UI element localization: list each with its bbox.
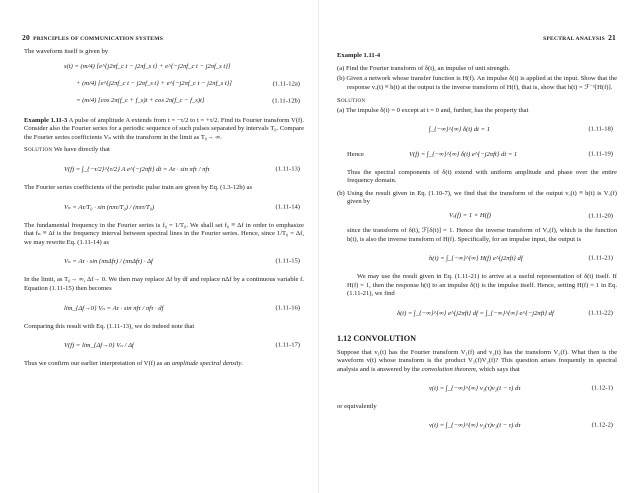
solution-intro — [24, 146, 304, 155]
equation-1-11-19 — [337, 144, 617, 166]
example-item-b: (b) Given a network whose transfer function is H(f). An impulse δ(t) is applied at the input. Show that the response vₒ(t) ≡ h(t) at the output is the inverse transform of H(f), that is, show that h(t) = ℱ⁻¹[H(f)]. — [337, 75, 617, 91]
limit-text: In the limit, as T₀→ ∞, Δf→ 0. We then may replace Δf by df and replace nΔf by a continuous variable f. Equation (1.11-15) then becomes — [24, 276, 304, 292]
closing-pre: Thus we confirm our earlier interpretation of V(f) as an — [24, 360, 171, 368]
equation-1-11-16 — [24, 298, 304, 320]
closing-post: . — [241, 360, 244, 368]
equation-1-11-17 — [24, 335, 304, 357]
uniform-spectrum-text: Thus the spectral components of δ(t) extend with uniform amplitude and phase over the entire frequency domain. — [347, 168, 617, 185]
equation-1-12-1-expr: v(t) = ∫_{−∞}^{∞} v₁(τ)v₂(t − τ) dτ — [429, 385, 521, 393]
equation-1-12-2-expr: v(t) = ∫_{−∞}^{∞} v₂(τ)v₁(t − τ) dτ — [429, 421, 521, 429]
equation-1-11-19-number: (1.11-19) — [588, 150, 613, 158]
right-page — [319, 0, 638, 493]
equation-1-11-20-number: (1.11-20) — [588, 212, 613, 220]
hence-label: Hence — [347, 150, 364, 158]
right-column — [337, 48, 617, 440]
example-1-11-3 — [24, 117, 304, 143]
equation-1-11-17-number: (1.11-17) — [275, 341, 300, 349]
convolution-intro — [337, 349, 617, 375]
left-running-head-text: PRINCIPLES OF COMMUNICATION SYSTEMS — [33, 36, 164, 42]
equation-1-11-18-expr: ∫_{−∞}^{∞} δ(t) dt = 1 — [429, 125, 491, 133]
equation-1-11-16-number: (1.11-16) — [275, 304, 300, 312]
equation-1-11-22-expr: δ(t) = ∫_{−∞}^{∞} e^{j2πft} df = ∫_{−∞}^{∞} e^{−j2πft} df — [397, 309, 554, 317]
equation-1-12-2-number: (1.12-2) — [591, 421, 613, 429]
compare-text: Comparing this result with Eq. (1.11-13), we do indeed note that — [24, 322, 195, 330]
section-title-convolution: 1.12 CONVOLUTION — [337, 333, 416, 343]
fundamental-frequency-text: The fundamental frequency in the Fourier series is f₀ = 1/T₀. We shall set f₀ ≡ Δf in order to emphasize that fₙ ≡ Δf is the frequency interval between spectral lines in the Fourier series. Hence, since 1/T₀ = Δf, we may rewrite Eq. (1.11-14) as — [24, 221, 304, 246]
equation-1-11-14-number: (1.11-14) — [275, 203, 300, 211]
equation-1-11-18 — [337, 119, 617, 141]
equation-1-11-18-number: (1.11-18) — [588, 125, 613, 133]
right-page-number: 21 — [608, 33, 616, 42]
solution-part-a: (a) The impulse δ(t) = 0 except at t = 0 and, further, has the property that — [337, 106, 529, 114]
solution-label: Solution — [24, 146, 53, 154]
fourier-coefficients-text: The Fourier series coefficients of the periodic pulse train are given by Eq. (1.3-12b) as — [24, 183, 253, 191]
useful-representation-text: We may use the result given in Eq. (1.11-21) to arrive at a useful representation of δ(t) itself. If H(f) = 1, then the response h(t) to an impulse δ(t) is the impulse itself. Hence, setting H(f) = 1 in Eq. (1.11-21), we find — [347, 273, 617, 298]
right-solution-label: Solution — [337, 97, 366, 105]
equation-1-11-20-expr: Vₒ(f) = 1 × H(f) — [449, 211, 491, 219]
equation-a3-number: (1.11-12b) — [272, 97, 300, 105]
convolution-intro-post: , which says that — [475, 365, 520, 373]
equation-1-11-16-expr: lim_{Δf→0} Vₙ = Aτ · sin πfτ / πfτ · df — [64, 304, 164, 312]
equation-1-11-21-number: (1.11-21) — [588, 254, 613, 262]
convolution-theorem-emphasis: convolution theorem — [421, 365, 476, 373]
equation-a1-expr: s(t) = (m/4) [e^{j2πf_c t − j2πf_s t} + e^{−j2πf_c t − j2πf_s t}] — [64, 62, 231, 70]
equation-1-11-15-number: (1.11-15) — [275, 258, 300, 266]
right-running-head — [543, 33, 616, 42]
intro-text: The waveform itself is given by — [24, 48, 109, 55]
equation-1-11-17-expr: V(f) = lim_{Δf→0} Vₙ / Δf — [64, 342, 134, 350]
equation-1-11-21-expr: h(t) = ∫_{−∞}^{∞} H(f) e^{j2πft} df — [429, 255, 523, 263]
equation-1-11-13 — [24, 159, 304, 181]
equation-1-11-13-number: (1.11-13) — [275, 165, 300, 173]
left-page-number: 20 — [22, 33, 30, 42]
example-1-11-4-label: Example 1.11-4 — [337, 52, 381, 59]
equation-1-11-14-expr: Vₙ = Aτ/T₀ · sin (nπτ/T₀) / (nπτ/T₀) — [64, 203, 155, 211]
equation-1-11-20 — [337, 210, 617, 224]
right-running-head-text: SPECTRAL ANALYSIS — [543, 36, 605, 42]
equation-a2 — [24, 78, 304, 92]
equation-a3-expr: = (m/4) [cos 2π(f_c + f_s)t + cos 2π(f_c − f_s)t] — [76, 96, 205, 104]
convolution-intro-pre: Suppose that v₁(t) has the Fourier transform V₁(f) and v₂(t) has the transform V₂(f). What then is the waveform v(t) whose transform is the product V₁(f)V₂(f)? This question arises frequently in spectral analysis and is answered by the — [337, 348, 617, 373]
equation-1-11-14 — [24, 197, 304, 219]
closing-emphasis: amplitude spectral density — [171, 360, 242, 368]
equation-1-11-15 — [24, 251, 304, 273]
example-item-a: (a) Find the Fourier transform of δ(t), an impulse of unit strength. — [337, 64, 510, 72]
equation-1-11-15-expr: Vₙ = Aτ · sin (πnΔfτ) / (πnΔfτ) · Δf — [64, 258, 153, 266]
left-column — [24, 48, 304, 373]
equation-a2-number: (1.11-12a) — [272, 80, 300, 88]
equation-1-12-1 — [337, 378, 617, 400]
equation-1-11-19-expr: V(f) = ∫_{−∞}^{∞} δ(t) e^{−j2πft} dt = 1 — [409, 150, 518, 158]
equation-1-11-21 — [337, 248, 617, 270]
equation-a3 — [24, 95, 304, 109]
equation-1-12-1-number: (1.12-1) — [591, 384, 613, 392]
closing-text — [24, 360, 304, 369]
equation-a2-expr: + (m/4) [e^{j2πf_c t − j2πf_s t} + e^{−j2πf_c t − j2πf_s t}] — [76, 79, 232, 87]
left-running-head — [22, 33, 163, 42]
equation-a1 — [24, 61, 304, 75]
since-transform-text: since the transform of δ(t), ℱ[δ(t)] = 1. Hence the inverse transform of Vₒ(f), which is the function h(t), is also the inverse transform of H(f). Specifically, for an impulse input, the output is — [347, 226, 617, 243]
or-equivalently: or equivalently — [337, 403, 377, 411]
equation-1-11-13-expr: V(f) = ∫_{−τ/2}^{τ/2} A e^{−j2πft} dt = Aτ · sin πfτ / πfτ — [64, 165, 210, 173]
equation-1-12-2 — [337, 415, 617, 437]
solution-part-b: (b) Using the result given in Eq. (1.10-7), we find that the transform of the output vₒ(t) ≡ h(t) is Vₒ(f) given by — [337, 189, 617, 206]
example-label: Example 1.11-3 — [24, 116, 68, 124]
example-text: A pulse of amplitude A extends from t = −τ/2 to t = +τ/2. Find its Fourier transform V(f). Consider also the Fourier series for a periodic sequence of such pulses separated by intervals T₀. Compare the Fourier series coefficients Vₙ with the transform in the limit as T₀→ ∞. — [24, 116, 304, 141]
equation-1-11-22 — [337, 303, 617, 325]
equation-1-11-22-number: (1.11-22) — [588, 309, 613, 317]
solution-text: We have directly that — [53, 146, 110, 154]
